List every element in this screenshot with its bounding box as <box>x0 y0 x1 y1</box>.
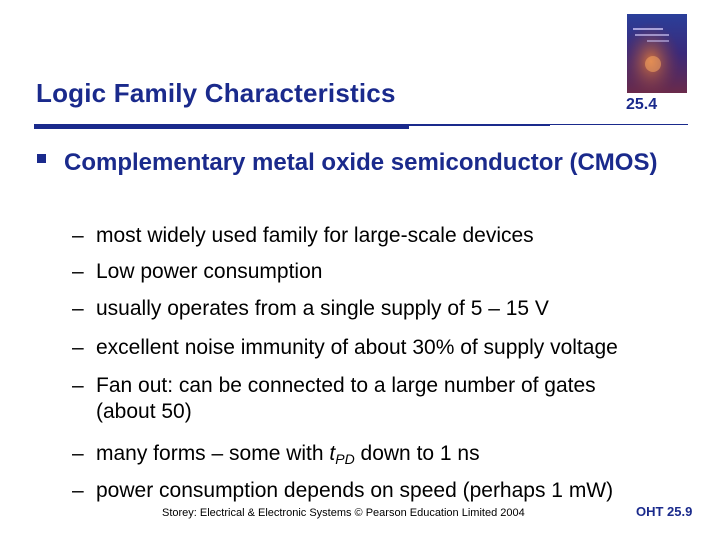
title-underline-thick <box>34 124 409 129</box>
sub-bullet-text: excellent noise immunity of about 30% of supply voltage <box>96 336 618 359</box>
dash-marker: – <box>72 336 84 359</box>
sub-bullet-text: power consumption depends on speed (perhaps 1 mW) <box>96 479 614 502</box>
tpd-subscript: PD <box>335 451 355 467</box>
dash-marker: – <box>72 224 84 247</box>
dash-marker: – <box>72 297 84 320</box>
slide-title: Logic Family Characteristics <box>36 78 396 108</box>
dash-marker: – <box>72 442 84 465</box>
sub-bullet-text <box>96 440 480 473</box>
dash-marker: – <box>72 374 84 397</box>
tpd-text-after: down to 1 ns <box>354 442 480 465</box>
section-number: 25.4 <box>626 96 658 113</box>
square-bullet-icon <box>36 152 48 168</box>
sub-bullet-text: Fan out: can be connected to a large number of gates <box>96 374 596 397</box>
title-underline-hairline <box>550 124 688 125</box>
sub-bullet-text: Low power consumption <box>96 260 323 283</box>
sub-bullet-text: usually operates from a single supply of 5 – 15 V <box>96 297 549 320</box>
slide-id: OHT 25.9 <box>636 504 693 519</box>
tpd-text-before: many forms – some with <box>96 442 330 465</box>
footer-credit: Storey: Electrical & Electronic Systems © Pearson Education Limited 2004 <box>162 507 525 519</box>
main-bullet: Complementary metal oxide semiconductor (CMOS) <box>64 149 658 176</box>
title-underline-thin <box>409 124 550 126</box>
dash-marker: – <box>72 479 84 502</box>
tpd-symbol: t <box>329 442 336 465</box>
book-cover-icon <box>627 14 687 93</box>
sub-bullet-text: most widely used family for large-scale devices <box>96 224 534 247</box>
sub-bullet-text: (about 50) <box>96 400 192 423</box>
dash-marker: – <box>72 260 84 283</box>
